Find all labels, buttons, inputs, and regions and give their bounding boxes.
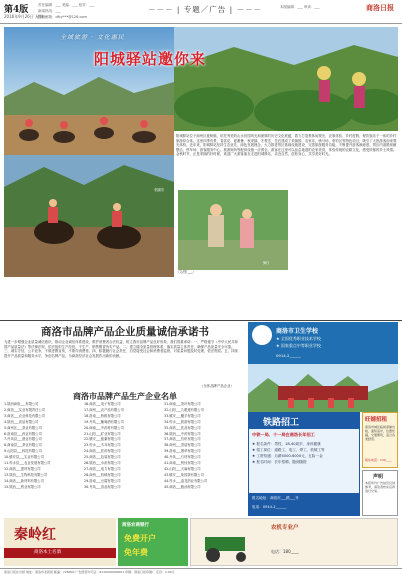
company-item: 34.柞水___旅游有限公司	[164, 419, 201, 424]
child-photo	[178, 190, 288, 270]
company-list-col-1	[4, 402, 84, 491]
company-item: 21.山阳___矿业有限公司	[84, 431, 121, 436]
edition-number: 第4版	[4, 5, 29, 15]
bank-l1: 商洛农商银行	[122, 523, 149, 528]
pledge-title: 商洛市品牌产品企业质量诚信承诺书	[41, 326, 209, 338]
divider	[0, 320, 402, 321]
notice-box	[362, 470, 398, 516]
feature-kicker: 全域旅游 · 文化惠民	[60, 34, 125, 41]
company-item: 23.柞水___木耳有限公司	[84, 443, 121, 448]
company-item: 27.商洛___电力有限公司	[84, 466, 121, 471]
company-item: 39.洛南___烟草有限公司	[164, 449, 201, 454]
school-line2: ★ 全国优秀职业技术学校	[276, 336, 321, 341]
pledge-body: 为进一步增强企业质量诚信意识，推动企业诚信体系建设，维护消费者合法权益，树立我市品牌产品良好形象，我们郑重承诺：一、严格遵守《中华人民共和国产品质量法》等法律法规，依法组织生产经营，不生产、销售假冒伪劣产品。二、建立健全质量管理体系，落实质量主体责任，确保产品质量安全可靠。三、诚实守信，公平竞争，不做虚假宣传，不欺诈消费者。四、积极履行社会责任，自觉接受社会和消费者监督，对质量问题及时处理、依法赔偿。五、持续提升产品质量和服务水平，争创名牌产品，为商洛经济社会发展作出新的贡献。	[4, 340, 238, 358]
email: 投稿邮箱：dfcy***@126.com	[38, 15, 87, 19]
school-ad[interactable]	[248, 322, 398, 364]
shop-rent-title: 旺铺招租	[365, 417, 388, 423]
shop-rent-ad[interactable]	[362, 412, 398, 468]
feature-credit: （文/图 ___）	[176, 270, 196, 274]
company-item: 40.丹凤___石材有限公司	[164, 455, 201, 460]
company-item: 32.山阳___九眼莲有限公司	[164, 407, 204, 412]
recruit-contact: 报名地址：商洛市___路___号	[252, 496, 299, 500]
company-list-col-3	[164, 402, 244, 491]
company-item: 1.陕西商洛___有限公司	[4, 402, 39, 406]
company-item: 33.镇安___魔芋有限公司	[164, 413, 201, 418]
notice-body: 本报所刊广告信息仅供参考，请读者核实后再进行交易。	[365, 481, 396, 493]
recruit-subtitle: 中铁一局、十一局在商洛长年招工	[252, 432, 315, 437]
company-item: 22.镇安___板栗有限公司	[84, 437, 121, 442]
company-item: 16.商洛___电子有限公司	[84, 402, 121, 406]
company-item: 15.陕西___钒业有限公司	[4, 484, 41, 489]
company-item: 14.商洛___新材料有限公司	[4, 478, 44, 483]
company-item: 30.丹凤___食品有限公司	[84, 484, 121, 489]
company-item: 36.陕西___中药有限公司	[164, 431, 201, 436]
recruit-items	[252, 441, 358, 465]
company-item: 41.商南___钒钛有限公司	[164, 461, 201, 466]
company-item: 43.镇安___象园茶有限公司	[164, 472, 204, 477]
photo-caption-right: 骑行	[263, 261, 270, 265]
company-item: 19.丹凤___葡萄酒有限公司	[84, 419, 124, 424]
farm-phone: 电话：180____	[271, 549, 299, 554]
company-item: 31.商南___茶叶有限公司	[164, 402, 201, 406]
company-item: 17.商州___农产品有限公司	[84, 407, 124, 412]
company-item: 2.商洛___实业有限责任公司	[4, 407, 46, 412]
company-item: 13.陕西___生物科技有限公司	[4, 472, 48, 477]
right-line: 本版编辑：___ 审读：___	[280, 5, 320, 9]
company-item: 8.商南县___茶业有限公司	[4, 443, 42, 448]
feature-body: 阳城驿站位于商州区板桥镇，依托秀美的山水田园风光和深厚的历史文化底蕴，着力打造集休闲观光、农事体验、乡村度假、餐饮娱乐于一体的乡村旅游综合体。这里四季有景，春赏花、夏避暑、秋采摘、冬观雪，先后建成了采摘园、农家乐、骑马场、垂钓区等特色项目，吸引了大批游客前来观光体验。近年来，阳城驿站坚持生态优先、绿色发展理念，大力推进景区基础设施建设，完善旅游服务功能，不断提升游客满意度。景区内道路宽敞整洁，停车场、游客服务中心、旅游厕所等配套设施一应俱全。游客在这里可以品尝地道的农家美食，体验传统的农耕文化，感受浓郁的乡土风情。金秋时节，正是采摘的好时候，欢迎广大游客朋友走进阳城驿站，亲近自然，放松身心，共享美好时光。	[176, 134, 397, 157]
company-item: 20.商南___中药材有限公司	[84, 425, 124, 430]
photo-caption-left: 采摘园	[154, 188, 164, 192]
school-line3: ★ 国家重点中等职业学校	[276, 343, 321, 348]
company-item: 7.丹凤县___酒业有限公司	[4, 437, 42, 442]
company-list-title: 商洛市品牌产品生产企业名单	[73, 392, 177, 401]
newspaper-logo: 商洛日报	[366, 3, 394, 12]
recruit-title: 铁路招工	[263, 418, 300, 428]
school-logo-icon	[252, 325, 272, 345]
company-item: 42.山阳___天麻有限公司	[164, 466, 201, 471]
company-item: 45.商洛___粮油有限公司	[164, 484, 201, 489]
company-item: 9.山阳县___科技有限公司	[4, 449, 42, 454]
shop-rent-phone: 联系电话：139____	[365, 458, 392, 462]
company-item: 37.商洛___纺织有限公司	[164, 437, 201, 442]
company-item: 24.商洛___医药有限公司	[84, 449, 121, 454]
company-item: 5.商州区___茶业有限公司	[4, 425, 42, 430]
recruit-ad[interactable]	[248, 412, 360, 516]
school-phone: 0914-2______	[276, 353, 301, 358]
school-ad-photo	[248, 364, 398, 412]
bank-l2: 免费开户	[124, 534, 156, 543]
company-item: 4.陕西___食品有限公司	[4, 419, 39, 424]
hotline: 新闻热线：___	[38, 9, 61, 13]
recruit-item: ★ 招工岗位：道路工、电工、焊工、机械工等	[252, 448, 325, 452]
footer: 商洛日报社出版 地址：商洛市北新街 邮编：726000 广告经营许可证：6110004000001 印刷：商洛日报印刷厂 定价：1.00元	[0, 568, 402, 575]
section-title: －－－ | 专题／广告 | －－－	[148, 5, 263, 14]
liquor-brand: 秦岭红	[14, 527, 56, 543]
liquor-ad[interactable]	[4, 518, 116, 566]
recruit-item: ★ 报名时间：长年招聘，随到随报	[252, 460, 307, 464]
shop-rent-body: 商洛市城区临街商铺出租，面积适中，位置优越，交通便利，适合各类经营。	[365, 425, 396, 441]
company-item: 3.商洛___农业科技有限公司	[4, 413, 46, 418]
company-item: 38.商州___香菇有限公司	[164, 443, 201, 448]
company-item: 35.商洛___饮品有限公司	[164, 425, 201, 430]
company-item: 26.陕西___水泥有限公司	[84, 461, 121, 466]
company-item: 28.商州___机械有限公司	[84, 472, 121, 477]
company-item: 6.洛南县___药业有限公司	[4, 431, 42, 436]
company-item: 18.洛南___核桃有限公司	[84, 413, 121, 418]
bank-ad[interactable]	[118, 518, 188, 566]
school-name: 商洛市卫生学校	[276, 328, 319, 335]
company-item: 12.商洛___建材有限公司	[4, 466, 41, 471]
farm-machinery-ad[interactable]	[190, 518, 398, 566]
notice-title: 声明	[373, 474, 384, 480]
recruit-item: ★ 工资待遇：月薪4000-6000元，五险一金	[252, 454, 323, 458]
editor-line: 责任编辑：___ 美编：___ 校对：___	[38, 3, 95, 7]
company-item: 44.柞水___盘龙药业有限公司	[164, 478, 208, 483]
company-item: 10.镇安县___实业有限公司	[4, 455, 44, 460]
pledge-signoff: （全体品牌产品企业）	[200, 384, 234, 388]
tractor-icon	[195, 527, 265, 563]
recruit-item: ★ 报名条件：男性，18-40周岁，身体健康	[252, 442, 321, 446]
company-list-col-2	[84, 402, 164, 491]
feature-headline: 阳城驿站邀你来	[94, 50, 207, 68]
tea-picking-photo	[174, 27, 398, 131]
recruit-phone: 电话：0914-2______	[252, 505, 287, 509]
liquor-slogan: 商洛本土名酒	[34, 550, 61, 555]
page-header	[0, 0, 402, 24]
bank-l3: 免年费	[124, 548, 148, 557]
company-item: 25.商洛___包装有限公司	[84, 455, 121, 460]
farm-title: 农机专业户	[271, 525, 299, 531]
company-item: 29.洛南___豆腐有限公司	[84, 478, 121, 483]
edition-date: 2016年9月26日 星期一	[4, 14, 48, 19]
company-item: 11.柞水县___农业发展有限公司	[4, 461, 51, 466]
